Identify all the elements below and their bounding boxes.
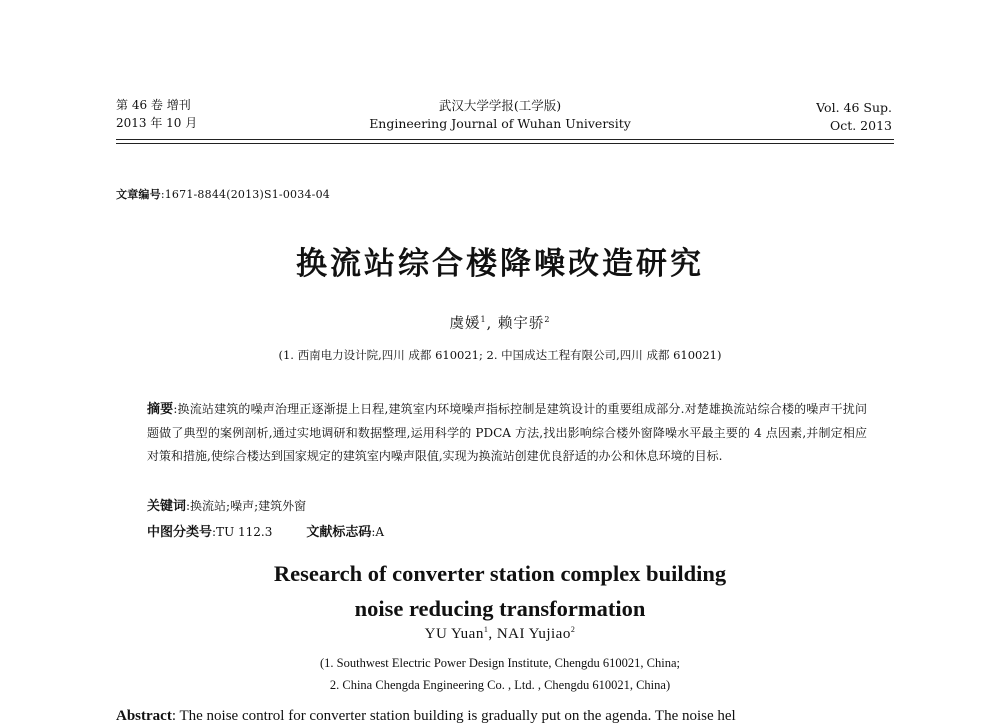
abstract-cn-text: :换流站建筑的噪声治理正逐渐提上日程,建筑室内环境噪声指标控制是建筑设计的重要组成部分.对楚雄换流站综合楼的噪声干扰问题做了典型的案例剖析,通过实地调研和数据整理,运用科学的 PDCA 方法,找出影响综合楼外窗降噪水平最主要的 4 点因素,并制定相应对策和措施,使综合楼达到国家规定的建筑室内噪声限值,实现为换流站创建优良舒适的办公和休息环境的目标. — [147, 402, 867, 463]
journal-volume-en — [816, 99, 892, 135]
abstract-en-text: : The noise control for converter station building is gradually put on the agenda. The noise hel — [171, 708, 736, 724]
author-1-cn: 虞媛 — [449, 316, 481, 332]
author-2-en-sup: 2 — [570, 625, 576, 634]
article-number-value: :1671-8844(2013)S1-0034-04 — [160, 188, 330, 201]
article-number — [116, 186, 330, 202]
keywords-cn — [147, 495, 306, 514]
author-separator-cn: , — [486, 316, 498, 332]
classification-line — [147, 521, 384, 540]
keywords-cn-label: 关键词 — [147, 499, 187, 514]
paper-title-cn: 换流站综合楼降噪改造研究 — [296, 246, 704, 282]
doc-code-value: :A — [371, 525, 385, 539]
author-1-en-sup: 1 — [483, 625, 489, 634]
clc-value: :TU 112.3 — [212, 525, 273, 539]
abstract-cn-label: 摘要 — [147, 402, 174, 417]
authors-en — [0, 626, 1000, 643]
paper-title-en-line1: Research of converter station complex building — [273, 561, 727, 586]
clc-label: 中图分类号 — [147, 525, 213, 540]
journal-name-en: Engineering Journal of Wuhan University — [369, 116, 631, 131]
abstract-cn — [147, 398, 867, 469]
author-1-cn-sup: 1 — [480, 315, 487, 325]
paper-title-en-line2: noise reducing transformation — [354, 596, 646, 621]
abstract-en-label: Abstract — [116, 708, 172, 724]
header-rule-bottom — [116, 143, 894, 144]
abstract-en — [116, 708, 736, 725]
author-2-cn-sup: 2 — [544, 315, 551, 325]
affiliation-en-line2: 2. China Chengda Engineering Co. , Ltd. , Chengdu 610021, China) — [329, 678, 671, 692]
author-separator-en: , — [488, 626, 497, 642]
header-rule-top — [116, 139, 894, 140]
affiliation-en — [0, 652, 1000, 696]
journal-name-cn: 武汉大学学报(工学版) — [438, 98, 562, 113]
article-number-label: 文章编号 — [116, 188, 161, 201]
author-2-en: NAI Yujiao — [496, 626, 571, 642]
doc-code-label: 文献标志码 — [306, 525, 372, 540]
paper-title-en — [0, 556, 1000, 626]
issue-date: 2013 年 10 月 — [116, 116, 198, 130]
author-2-cn: 赖宇骄 — [497, 316, 545, 332]
affiliation-en-line1: (1. Southwest Electric Power Design Institute, Chengdu 610021, China; — [319, 656, 681, 670]
authors-cn — [0, 312, 1000, 333]
author-1-en: YU Yuan — [424, 626, 484, 642]
volume-issue: 第 46 卷 增刊 — [116, 98, 191, 112]
keywords-cn-text: :换流站;噪声;建筑外窗 — [186, 499, 307, 513]
affiliation-cn: (1. 西南电力设计院,四川 成都 610021; 2. 中国成达工程有限公司,四川 成都 610021) — [278, 348, 722, 362]
date-en: Oct. 2013 — [829, 118, 892, 133]
volume-en: Vol. 46 Sup. — [816, 100, 892, 115]
journal-name — [300, 97, 700, 133]
journal-issue-info — [116, 96, 197, 132]
